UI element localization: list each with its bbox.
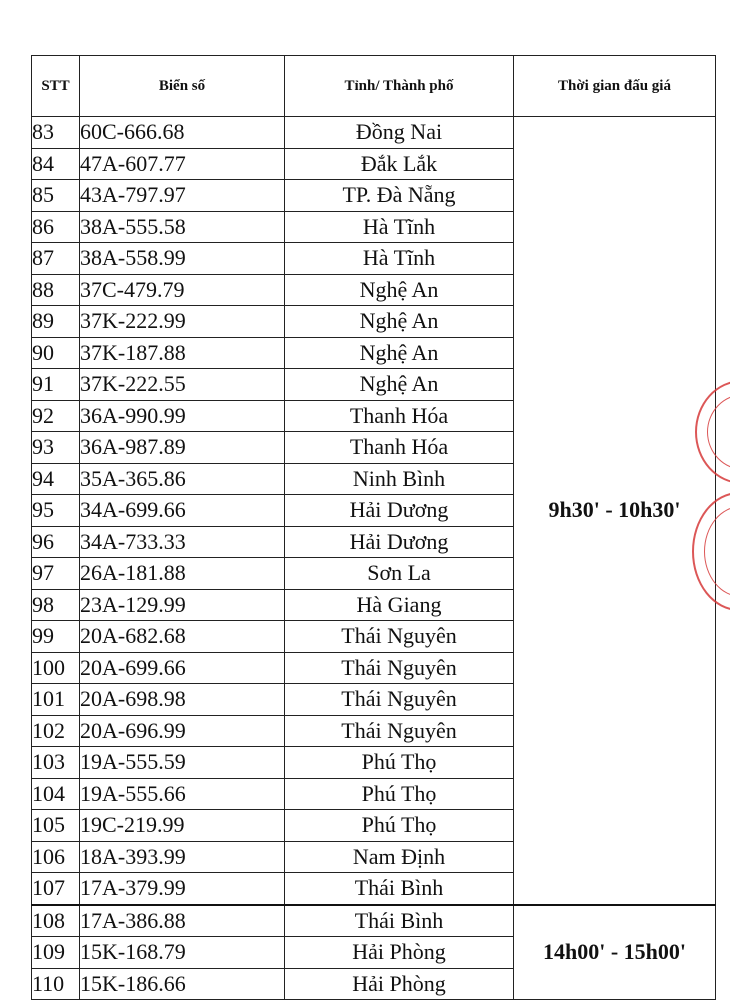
row-province: Sơn La [285,558,514,590]
license-plate-auction-table [31,55,716,1000]
row-plate: 34A-733.33 [80,526,285,558]
row-plate: 38A-558.99 [80,243,285,275]
time-slot-cell: 9h30' - 10h30' [514,117,716,905]
row-province: Nam Định [285,841,514,873]
row-province: Thái Bình [285,873,514,905]
row-province: Nghệ An [285,337,514,369]
row-plate: 23A-129.99 [80,589,285,621]
row-stt: 90 [32,337,80,369]
row-province: TP. Đà Nẵng [285,180,514,212]
row-province: Phú Thọ [285,778,514,810]
row-plate: 38A-555.58 [80,211,285,243]
row-province: Hà Tĩnh [285,243,514,275]
row-stt: 100 [32,652,80,684]
row-stt: 94 [32,463,80,495]
row-plate: 37K-222.55 [80,369,285,401]
row-province: Hải Dương [285,526,514,558]
row-province: Hải Phòng [285,937,514,969]
row-province: Thái Bình [285,905,514,937]
row-plate: 20A-699.66 [80,652,285,684]
row-province: Hà Giang [285,589,514,621]
row-province: Hà Tĩnh [285,211,514,243]
row-stt: 103 [32,747,80,779]
row-stt: 110 [32,968,80,1000]
row-plate: 36A-987.89 [80,432,285,464]
row-stt: 106 [32,841,80,873]
row-plate: 60C-666.68 [80,117,285,149]
row-stt: 87 [32,243,80,275]
table-header-row [32,56,716,117]
header-time: Thời gian đấu giá [514,56,716,117]
row-stt: 104 [32,778,80,810]
row-plate: 26A-181.88 [80,558,285,590]
row-stt: 99 [32,621,80,653]
row-province: Đắk Lắk [285,148,514,180]
row-plate: 17A-386.88 [80,905,285,937]
row-stt: 85 [32,180,80,212]
row-province: Ninh Bình [285,463,514,495]
table-row [32,117,716,149]
row-plate: 43A-797.97 [80,180,285,212]
row-stt: 105 [32,810,80,842]
row-plate: 37K-222.99 [80,306,285,338]
row-province: Thái Nguyên [285,652,514,684]
row-stt: 84 [32,148,80,180]
row-plate: 19C-219.99 [80,810,285,842]
row-stt: 91 [32,369,80,401]
row-stt: 109 [32,937,80,969]
row-plate: 15K-168.79 [80,937,285,969]
row-province: Phú Thọ [285,810,514,842]
row-plate: 20A-696.99 [80,715,285,747]
row-plate: 20A-682.68 [80,621,285,653]
row-stt: 96 [32,526,80,558]
row-province: Thái Nguyên [285,715,514,747]
row-stt: 83 [32,117,80,149]
row-province: Nghệ An [285,369,514,401]
row-stt: 108 [32,905,80,937]
row-stt: 88 [32,274,80,306]
header-stt: STT [32,56,80,117]
row-province: Phú Thọ [285,747,514,779]
row-province: Hải Dương [285,495,514,527]
row-plate: 19A-555.66 [80,778,285,810]
row-province: Nghệ An [285,274,514,306]
row-stt: 89 [32,306,80,338]
row-stt: 102 [32,715,80,747]
row-plate: 15K-186.66 [80,968,285,1000]
header-province: Tỉnh/ Thành phố [285,56,514,117]
row-stt: 86 [32,211,80,243]
table-body [32,117,716,1000]
row-province: Thanh Hóa [285,400,514,432]
row-plate: 34A-699.66 [80,495,285,527]
row-plate: 36A-990.99 [80,400,285,432]
row-plate: 19A-555.59 [80,747,285,779]
row-province: Đồng Nai [285,117,514,149]
row-province: Thanh Hóa [285,432,514,464]
row-province: Thái Nguyên [285,621,514,653]
row-plate: 35A-365.86 [80,463,285,495]
row-province: Nghệ An [285,306,514,338]
row-stt: 92 [32,400,80,432]
row-stt: 93 [32,432,80,464]
row-stt: 107 [32,873,80,905]
row-stt: 95 [32,495,80,527]
row-province: Thái Nguyên [285,684,514,716]
row-plate: 37C-479.79 [80,274,285,306]
time-slot-cell: 14h00' - 15h00' [514,905,716,1000]
row-stt: 97 [32,558,80,590]
table-row [32,905,716,937]
row-plate: 20A-698.98 [80,684,285,716]
row-stt: 98 [32,589,80,621]
row-stt: 101 [32,684,80,716]
row-plate: 37K-187.88 [80,337,285,369]
row-plate: 47A-607.77 [80,148,285,180]
row-plate: 17A-379.99 [80,873,285,905]
row-province: Hải Phòng [285,968,514,1000]
header-plate: Biển số [80,56,285,117]
row-plate: 18A-393.99 [80,841,285,873]
